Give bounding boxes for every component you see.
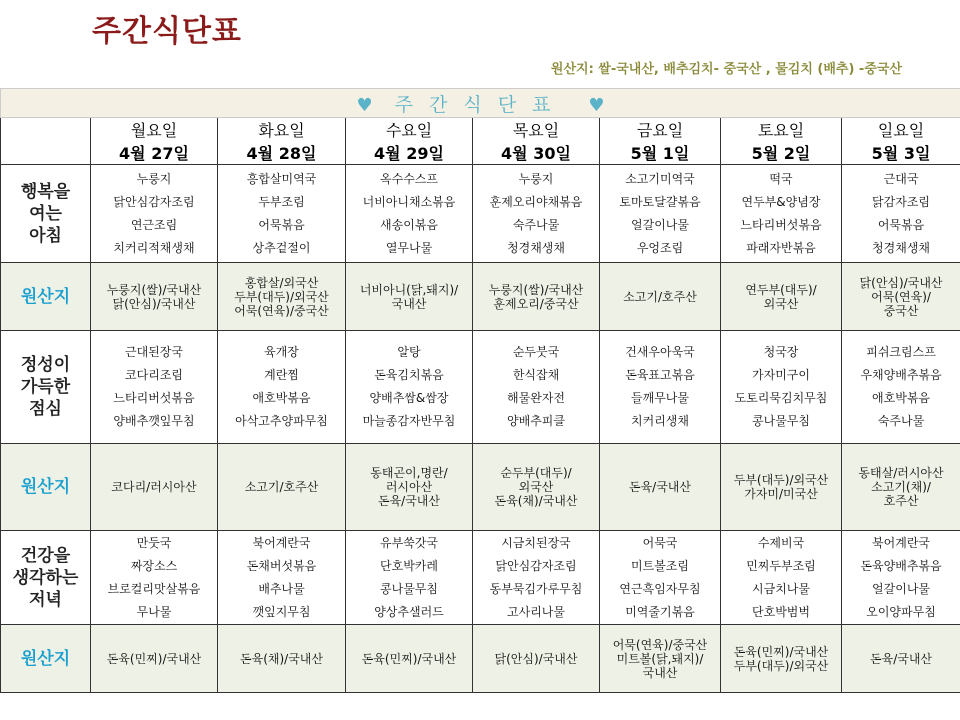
meal-label-line: 가득한 [20, 377, 71, 397]
origin-cell [600, 625, 721, 693]
heart-icon: ♥ [588, 94, 605, 116]
menu-item: 한식잡채 [512, 368, 560, 382]
meal-label-line: 건강을 [20, 545, 71, 566]
banner-text: 주간식단표 [394, 93, 567, 116]
date-header: 5월 3일 [842, 141, 960, 165]
menu-item: 열무나물 [385, 240, 433, 255]
menu-item: 도토리묵김치무침 [734, 391, 828, 405]
menu-item: 청경채생채 [872, 240, 931, 255]
menu-cell [346, 165, 473, 263]
menu-cell [91, 531, 218, 625]
menu-item: 새송이볶음 [380, 217, 438, 232]
origin-line: 누룽지(쌀)/국내산 [488, 282, 584, 297]
menu-item: 돈육김치볶음 [374, 368, 444, 382]
menu-cell [842, 165, 960, 263]
origin-line: 돈육/국내산 [628, 480, 691, 494]
origin-line: 러시아산 [385, 480, 433, 494]
page-title: 주간식단표 [92, 14, 242, 49]
origin-line: 홍합살/외국산 [244, 275, 319, 290]
origin-line: 닭(안심)/국내산 [494, 651, 578, 666]
origin-line: 돈육(채)/국내산 [494, 494, 578, 508]
menu-item: 아삭고추양파무침 [235, 414, 328, 428]
date-header: 5월 1일 [600, 141, 721, 165]
menu-item: 청경채생채 [507, 240, 565, 255]
menu-cell [346, 331, 473, 444]
menu-cell [473, 165, 600, 263]
menu-item: 누룽지 [136, 171, 172, 186]
menu-item: 육개장 [264, 345, 299, 359]
breakfast-origin-row [1, 263, 960, 331]
origin-cell [600, 263, 721, 331]
origin-line: 동태곤이,명란/ [370, 466, 448, 480]
menu-item: 양배추깻잎무침 [113, 414, 195, 428]
menu-item: 치커리생채 [631, 414, 689, 428]
meal-label-line: 행복을 [20, 181, 71, 202]
menu-item: 돈육표고볶음 [625, 368, 695, 382]
menu-item: 어묵볶음 [258, 217, 305, 232]
corner-cell [1, 118, 91, 165]
origin-line: 누룽지(쌀)/국내산 [106, 282, 202, 297]
origin-cell [91, 625, 218, 693]
meal-label-line: 저녁 [29, 589, 62, 610]
menu-cell [473, 531, 600, 625]
origin-cell [91, 263, 218, 331]
day-header: 일요일 [842, 118, 960, 142]
origin-line: 훈제오리/중국산 [493, 296, 579, 311]
day-row [1, 118, 960, 142]
origin-line: 중국산 [883, 303, 919, 318]
menu-item: 단호박카레 [380, 558, 438, 573]
day-header: 금요일 [600, 118, 721, 142]
menu-item: 어묵볶음 [877, 217, 925, 232]
origin-line: 미트볼(닭,돼지)/ [616, 651, 704, 666]
origin-cell [218, 625, 346, 693]
menu-item: 해물완자전 [507, 391, 565, 405]
banner [1, 89, 960, 118]
origin-cell [842, 625, 960, 693]
day-header: 목요일 [473, 118, 600, 142]
menu-cell [721, 531, 842, 625]
menu-item: 순두붓국 [512, 345, 560, 359]
menu-item: 북어계란국 [872, 535, 931, 550]
menu-item: 우채양배추볶음 [860, 368, 942, 382]
meal-label-line: 아침 [29, 225, 62, 246]
origin-line: 소고기(채)/ [871, 480, 931, 494]
origin-cell [600, 444, 721, 531]
origin-line: 두부(대두)/외국산 [733, 473, 829, 487]
menu-item: 민찌두부조림 [746, 558, 816, 573]
origin-cell [346, 263, 473, 331]
day-header: 토요일 [721, 118, 842, 142]
menu-cell [346, 531, 473, 625]
menu-item: 시금치된장국 [501, 535, 571, 550]
menu-item: 가자미구이 [752, 368, 810, 382]
menu-cell [600, 531, 721, 625]
menu-item: 떡국 [769, 171, 793, 186]
menu-item: 얼갈이나물 [872, 581, 931, 596]
menu-cell [218, 331, 346, 444]
menu-item: 돈육양배추볶음 [860, 558, 942, 573]
menu-item: 청국장 [763, 345, 799, 359]
origin-line: 국내산 [642, 665, 678, 680]
origin-line: 돈육(민찌)/국내산 [733, 644, 829, 659]
menu-cell [721, 165, 842, 263]
origin-cell [218, 444, 346, 531]
date-header: 4월 29일 [346, 141, 473, 165]
menu-item: 얼갈이나물 [631, 217, 689, 232]
menu-item: 양배추쌈&쌈장 [369, 391, 449, 405]
menu-item: 양배추피클 [507, 414, 565, 428]
menu-item: 토마토달걀볶음 [619, 194, 701, 209]
menu-item: 만둣국 [136, 535, 172, 550]
origin-line: 돈육(채)/국내산 [240, 651, 323, 666]
menu-cell [473, 331, 600, 444]
origin-line: 순두부(대두)/ [500, 466, 572, 480]
menu-item: 파래자반볶음 [746, 240, 816, 255]
origin-cell [842, 444, 960, 531]
dinner-origin-row [1, 625, 960, 693]
meal-label-line: 정성이 [20, 355, 71, 375]
meal-label-line: 생각하는 [12, 567, 79, 588]
date-header: 4월 28일 [218, 141, 346, 165]
menu-cell [842, 331, 960, 444]
menu-item: 흥합살미역국 [246, 171, 317, 186]
origin-cell [721, 263, 842, 331]
menu-item: 깻잎지무침 [252, 604, 311, 619]
menu-item: 근대국 [883, 171, 919, 186]
menu-item: 마늘종감자반무침 [362, 414, 456, 428]
origin-line: 돈육(민찌)/국내산 [106, 651, 202, 666]
origin-line: 돈육/국내산 [870, 651, 933, 666]
menu-cell [218, 531, 346, 625]
menu-item: 애호박볶음 [252, 391, 311, 405]
menu-item: 오이양파무침 [866, 604, 936, 619]
lunch-row [1, 331, 960, 444]
menu-item: 소고기미역국 [625, 171, 695, 186]
origin-line: 코다리/러시아산 [111, 480, 197, 494]
origin-cell [473, 625, 600, 693]
menu-item: 옥수수스프 [380, 171, 438, 186]
menu-item: 두부조림 [258, 194, 305, 209]
menu-cell [600, 165, 721, 263]
origin-line: 두부(대두)/외국산 [234, 289, 329, 304]
menu-cell [91, 331, 218, 444]
menu-item: 느타리버섯볶음 [113, 391, 195, 405]
date-header: 5월 2일 [721, 141, 842, 165]
menu-item: 애호박볶음 [872, 391, 931, 405]
menu-item: 건새우아욱국 [625, 345, 695, 359]
menu-item: 콩나물무침 [752, 414, 810, 428]
origin-line: 어묵(연육)/중국산 [612, 637, 708, 652]
menu-item: 닭안심감자조림 [113, 194, 195, 209]
menu-item: 연근조림 [130, 217, 178, 232]
origin-line: 돈육(민찌)/국내산 [361, 651, 457, 666]
menu-item: 닭안심감자조림 [495, 558, 577, 573]
menu-item: 우엉조림 [636, 240, 684, 255]
menu-item: 상추겉절이 [252, 240, 311, 255]
menu-item: 동부묵김가루무침 [489, 581, 583, 596]
menu-table [0, 88, 960, 693]
origin-cell [346, 625, 473, 693]
menu-item: 수제비국 [757, 535, 805, 550]
origin-line: 외국산 [518, 480, 554, 494]
menu-cell [600, 331, 721, 444]
origin-line: 호주산 [883, 494, 919, 508]
origin-cell [473, 444, 600, 531]
origin-line: 두부(대두)/외국산 [733, 658, 829, 673]
menu-item: 북어계란국 [252, 535, 311, 550]
menu-item: 돈채버섯볶음 [246, 558, 317, 573]
origin-line: 외국산 [763, 296, 799, 311]
menu-item: 콩나물무침 [380, 581, 438, 596]
menu-item: 치커리적채생채 [113, 240, 195, 255]
origin-line: 가자미/미국산 [744, 487, 818, 501]
origin-line: 닭(안심)/국내산 [112, 296, 196, 311]
origin-cell [721, 444, 842, 531]
menu-item: 단호박범벅 [752, 604, 810, 619]
menu-cell [721, 331, 842, 444]
menu-item: 배추나물 [258, 581, 305, 596]
menu-item: 짜장소스 [130, 558, 178, 573]
menu-cell [842, 531, 960, 625]
origin-cell [842, 263, 960, 331]
heart-icon: ♥ [356, 94, 373, 116]
menu-item: 들깨무나물 [631, 391, 689, 405]
lunch-label [1, 331, 91, 444]
origin-line: 국내산 [391, 296, 427, 311]
origin-label: 원산지 [1, 625, 91, 693]
origin-label: 원산지 [1, 444, 91, 531]
menu-item: 숙주나물 [512, 217, 560, 232]
origin-line: 돈육/국내산 [377, 494, 440, 508]
menu-item: 유부쑥갓국 [380, 535, 438, 550]
menu-item: 연근흑임자무침 [619, 581, 701, 596]
origin-line: 연두부(대두)/ [745, 282, 817, 297]
meal-label-line: 여는 [29, 203, 62, 224]
menu-item: 계란찜 [264, 368, 299, 382]
menu-item: 근대된장국 [125, 345, 183, 359]
menu-item: 너비아니채소볶음 [362, 194, 456, 209]
breakfast-row [1, 165, 960, 263]
date-row [1, 141, 960, 165]
origin-line: 닭(안심)/국내산 [859, 275, 943, 290]
origin-cell [721, 625, 842, 693]
menu-item: 숙주나물 [877, 414, 925, 428]
origin-line: 너비아니(닭,돼지)/ [359, 282, 459, 297]
breakfast-label [1, 165, 91, 263]
menu-item: 시금치나물 [752, 581, 810, 596]
menu-item: 고사리나물 [507, 604, 565, 619]
origin-line: 동태살/러시아산 [858, 466, 944, 480]
menu-item: 알탕 [397, 345, 421, 359]
origin-line: 어묵(연육)/ [871, 289, 931, 304]
origin-line: 어묵(연육)/중국산 [234, 303, 329, 318]
origin-line: 소고기/호주산 [244, 480, 319, 494]
menu-item: 피쉬크림스프 [866, 345, 936, 359]
menu-item: 브로컬리맛살볶음 [107, 581, 201, 596]
origin-label: 원산지 [1, 263, 91, 331]
menu-item: 느타리버섯볶음 [740, 217, 822, 232]
day-header: 월요일 [91, 118, 218, 142]
dinner-label [1, 531, 91, 625]
date-header: 4월 30일 [473, 141, 600, 165]
menu-item: 연두부&양념장 [741, 194, 821, 209]
origin-cell [218, 263, 346, 331]
lunch-origin-row [1, 444, 960, 531]
menu-item: 미트볼조림 [631, 558, 689, 573]
menu-item: 훈제오리야채볶음 [489, 194, 583, 209]
origin-cell [91, 444, 218, 531]
menu-item: 누룽지 [518, 171, 554, 186]
menu-item: 어묵국 [642, 535, 678, 550]
origin-cell [346, 444, 473, 531]
origin-note: 원산지: 쌀-국내산, 배추김치- 중국산 , 물김치 (배추) -중국산 [550, 62, 902, 77]
origin-cell [473, 263, 600, 331]
day-header: 화요일 [218, 118, 346, 142]
menu-item: 코다리조림 [125, 368, 183, 382]
meal-label-line: 점심 [29, 399, 62, 419]
day-header: 수요일 [346, 118, 473, 142]
banner-row [1, 89, 960, 118]
date-header: 4월 27일 [91, 141, 218, 165]
menu-item: 미역줄기볶음 [625, 604, 695, 619]
origin-line: 소고기/호주산 [623, 289, 697, 304]
menu-cell [91, 165, 218, 263]
menu-item: 닭감자조림 [872, 194, 931, 209]
menu-item: 양상추샐러드 [374, 604, 444, 619]
menu-item: 무나물 [136, 604, 172, 619]
dinner-row [1, 531, 960, 625]
menu-cell [218, 165, 346, 263]
